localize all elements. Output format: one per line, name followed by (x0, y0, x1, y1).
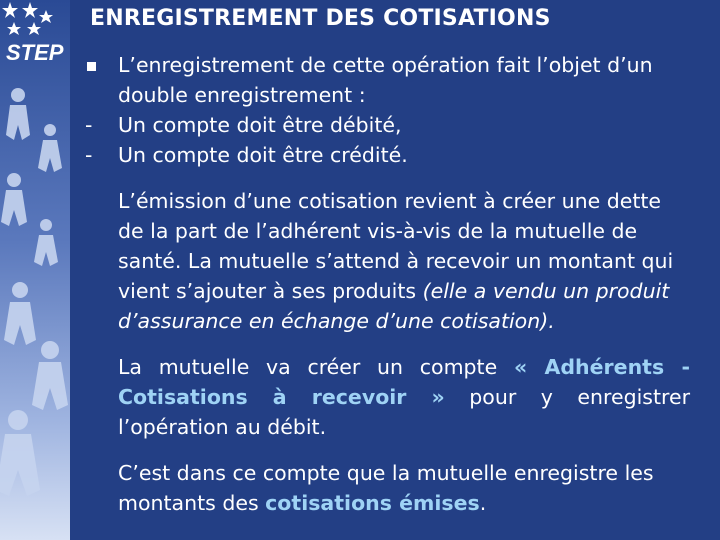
paragraph-account-pre: La mutuelle va créer un compte (118, 355, 514, 379)
paragraph-record-post: . (479, 491, 487, 515)
slide-title: ENREGISTREMENT DES COTISATIONS (90, 6, 551, 31)
sub-item-text: Un compte doit être crédité. (118, 143, 408, 167)
square-bullet-icon (87, 62, 96, 71)
paragraph-emission (118, 186, 690, 336)
sidebar-decoration (0, 0, 70, 540)
dancing-figures-illustration (0, 0, 70, 540)
paragraph-emission-italic: (elle a vendu un produit d’assurance en échange d’une cotisation). (118, 279, 670, 333)
logo-text: STEP (6, 40, 64, 65)
bullet-line-2: double enregistrement : (118, 83, 366, 107)
paragraph-record (118, 458, 690, 518)
account-name-highlight: « Adhérents - Cotisations à recevoir » (118, 355, 691, 409)
dash-marker: - (85, 143, 93, 167)
sub-item-text: Un compte doit être débité, (118, 113, 402, 137)
paragraph-account (118, 352, 690, 442)
sub-item-credit (85, 140, 690, 170)
emitted-contributions-highlight: cotisations émises (265, 491, 480, 515)
star-icons (2, 2, 53, 35)
bullet-item (118, 50, 690, 110)
paragraph-record-pre: C’est dans ce compte que la mutuelle enregistre les montants des (118, 461, 654, 515)
sub-item-debit (85, 110, 690, 140)
paragraph-account-post: pour y enregistrer l’opération au débit. (118, 385, 691, 439)
bullet-line-1: L’enregistrement de cette opération fait l’objet d’un (118, 53, 653, 77)
slide-body (85, 50, 691, 518)
dash-marker: - (85, 113, 93, 137)
paragraph-emission-text: L’émission d’une cotisation revient à créer une dette de la part de l’adhérent vis-à-vis de la mutuelle de santé. La mutuelle s’attend à recevoir un montant qui vient s’ajouter à ses produits (118, 189, 674, 303)
